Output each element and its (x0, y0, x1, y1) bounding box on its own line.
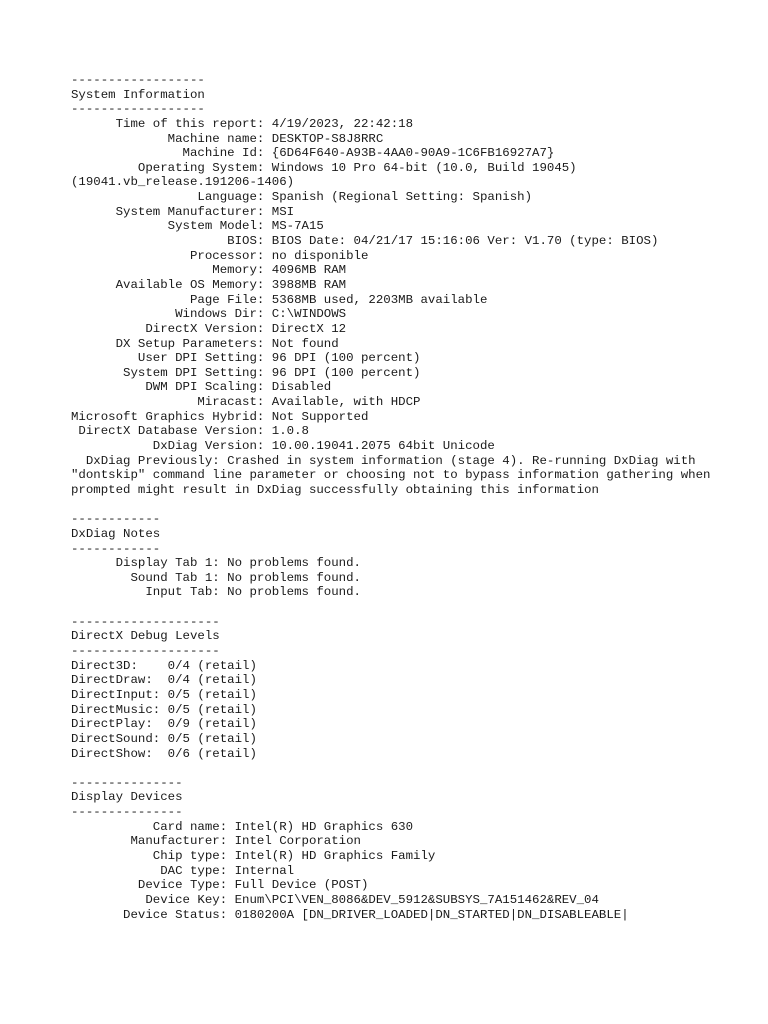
report-line: Manufacturer: Intel Corporation (71, 834, 361, 849)
report-line: DirectShow: 0/6 (retail) (71, 746, 257, 761)
report-line: DirectSound: 0/5 (retail) (71, 731, 257, 746)
report-line: DirectDraw: 0/4 (retail) (71, 673, 257, 688)
report-line: Chip type: Intel(R) HD Graphics Family (71, 849, 436, 863)
report-line: Machine Id: {6D64F640-A93B-4AA0-90A9-1C6FB16927A7} (71, 146, 555, 161)
report-line: DX Setup Parameters: Not found (71, 336, 339, 351)
report-line: DirectMusic: 0/5 (retail) (71, 702, 257, 717)
crash-notice-paragraph: DxDiag Previously: Crashed in system information (stage 4). Re-running DxDiag with "dontskip" command line parameter or choosing not to bypass information gathering when prompted might result in DxDiag successfully obtaining this information (71, 453, 718, 497)
section-rule: --------------- (71, 775, 183, 790)
report-line: Display Tab 1: No problems found. (71, 556, 361, 571)
report-line: Device Status: 0180200A [DN_DRIVER_LOADED|DN_STARTED|DN_DISABLEABLE| (71, 907, 629, 922)
report-line: Memory: 4096MB RAM (71, 263, 347, 278)
section-rule: -------------------- (71, 644, 220, 659)
section-rule: --------------- (71, 805, 183, 820)
report-line: Direct3D: 0/4 (retail) (71, 658, 257, 673)
report-line: DirectX Database Version: 1.0.8 (71, 424, 309, 439)
section-display-devices (71, 776, 761, 922)
report-line: System DPI Setting: 96 DPI (100 percent) (71, 365, 421, 380)
report-line: Card name: Intel(R) HD Graphics 630 (71, 819, 414, 834)
report-line: Language: Spanish (Regional Setting: Spanish) (71, 190, 533, 205)
section-rule: ------------ (71, 541, 161, 556)
section-rule: ------------ (71, 512, 161, 527)
spacer (71, 498, 761, 513)
report-line: DxDiag Version: 10.00.19041.2075 64bit Unicode (71, 439, 495, 454)
section-rule: -------------------- (71, 614, 220, 629)
section-rule: ------------------ (71, 73, 205, 87)
report-line: Device Key: Enum\PCI\VEN_8086&DEV_5912&SUBSYS_7A151462&REV_04 (71, 892, 599, 907)
report-line: DWM DPI Scaling: Disabled (71, 380, 332, 395)
report-line: System Model: MS-7A15 (71, 219, 324, 234)
report-line: Windows Dir: C:\WINDOWS (71, 307, 347, 322)
report-line: BIOS: BIOS Date: 04/21/17 15:16:06 Ver: V1.70 (type: BIOS) (71, 234, 659, 249)
section-rule: ------------------ (71, 102, 205, 117)
section-directx-debug-levels (71, 615, 761, 761)
report-line: DirectPlay: 0/9 (retail) (71, 717, 257, 732)
report-line: System Manufacturer: MSI (71, 204, 295, 219)
section-title: DirectX Debug Levels (71, 629, 220, 644)
report-line: Time of this report: 4/19/2023, 22:42:18 (71, 116, 414, 131)
report-line: Miracast: Available, with HDCP (71, 395, 421, 410)
report-line: Processor: no disponible (71, 248, 369, 263)
spacer (71, 761, 761, 776)
report-line: Input Tab: No problems found. (71, 585, 361, 600)
report-line: Microsoft Graphics Hybrid: Not Supported (71, 409, 369, 424)
report-line: DirectInput: 0/5 (retail) (71, 687, 257, 702)
section-title: Display Devices (71, 790, 183, 805)
report-line: Machine name: DESKTOP-S8J8RRC (71, 131, 384, 146)
report-line: Page File: 5368MB used, 2203MB available (71, 292, 488, 307)
section-title: System Information (71, 87, 205, 102)
report-line: User DPI Setting: 96 DPI (100 percent) (71, 351, 421, 366)
report-line: Operating System: Windows 10 Pro 64-bit (10.0, Build 19045) (71, 160, 577, 175)
dxdiag-report-page (71, 73, 761, 922)
section-system-information (71, 73, 761, 498)
section-dxdiag-notes (71, 512, 761, 600)
report-line: DirectX Version: DirectX 12 (71, 321, 347, 336)
report-line: DAC type: Internal (71, 863, 295, 878)
spacer (71, 600, 761, 615)
section-title: DxDiag Notes (71, 526, 161, 541)
report-line: (19041.vb_release.191206-1406) (71, 175, 295, 190)
report-line: Available OS Memory: 3988MB RAM (71, 277, 347, 292)
report-line: Sound Tab 1: No problems found. (71, 570, 361, 585)
report-line: Device Type: Full Device (POST) (71, 878, 369, 893)
